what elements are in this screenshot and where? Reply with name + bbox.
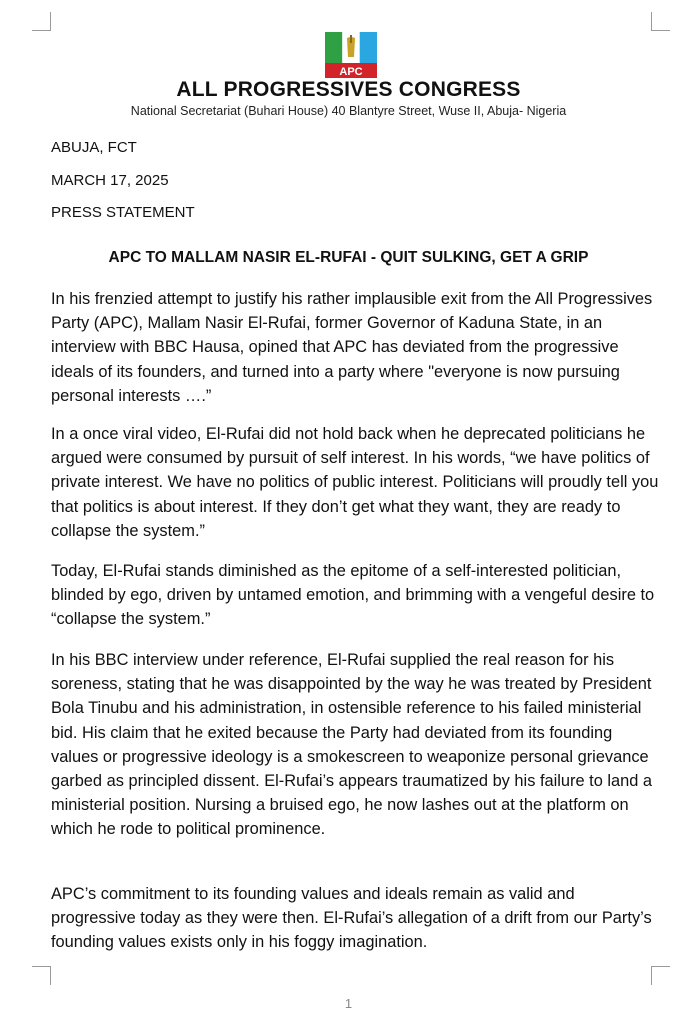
statement-type: PRESS STATEMENT xyxy=(51,204,195,221)
statement-title: APC TO MALLAM NASIR EL-RUFAI - QUIT SULKING, GET A GRIP xyxy=(108,249,589,266)
page-corner-mark-bottom-right xyxy=(651,966,670,985)
organization-name: ALL PROGRESSIVES CONGRESS xyxy=(176,78,521,101)
page-number: 1 xyxy=(344,996,353,1011)
organization-address: National Secretariat (Buhari House) 40 Blantyre Street, Wuse II, Abuja- Nigeria xyxy=(130,104,567,118)
body-paragraph-1: In his frenzied attempt to justify his rather implausible exit from the All Progressives Party (APC), Mallam Nasir El-Rufai, former Governor of Kaduna State, in an interview with BBC Hausa, opined that APC has deviated from the progressive ideals of its founders, and turned into a party where "everyone is now pursuing personal interests ….” xyxy=(51,290,653,405)
apc-logo xyxy=(325,32,377,78)
logo-text: APC xyxy=(339,66,363,78)
page-corner-mark-top-left xyxy=(32,12,51,31)
statement-date: MARCH 17, 2025 xyxy=(51,172,169,189)
page-corner-mark-bottom-left xyxy=(32,966,51,985)
body-paragraph-3: Today, El-Rufai stands diminished as the epitome of a self-interested politician, blinded by ego, driven by untamed emotion, and brimming with a vengeful desire to “collapse the system.” xyxy=(51,562,655,629)
page-corner-mark-top-right xyxy=(651,12,670,31)
body-paragraph-5: APC’s commitment to its founding values and ideals remain as valid and progressive today as they were then. El-Rufai’s allegation of a drift from our Party’s founding values exists only in his foggy imagination. xyxy=(51,885,652,952)
body-paragraph-2: In a once viral video, El-Rufai did not hold back when he deprecated politicians he argued were consumed by pursuit of self interest. In his words, “we have politics of private interest. We have no politics of public interest. Politicians will proudly tell you that politics is about interest. If they don’t get what they want, they are ready to collapse the system.” xyxy=(51,425,659,540)
statement-location: ABUJA, FCT xyxy=(51,139,137,156)
body-paragraph-4: In his BBC interview under reference, El-Rufai supplied the real reason for his soreness, stating that he was disappointed by the way he was treated by President Bola Tinubu and his administration, in ostensible reference to his failed ministerial bid. His claim that he exited because the Party had deviated from its founding values or progressive ideology is a smokescreen to weaponize personal grievance garbed as principled dissent. El-Rufai’s appears traumatized by his failure to land a ministerial position. Nursing a bruised ego, he now lashes out at the platform on which he rode to political prominence. xyxy=(51,651,653,839)
